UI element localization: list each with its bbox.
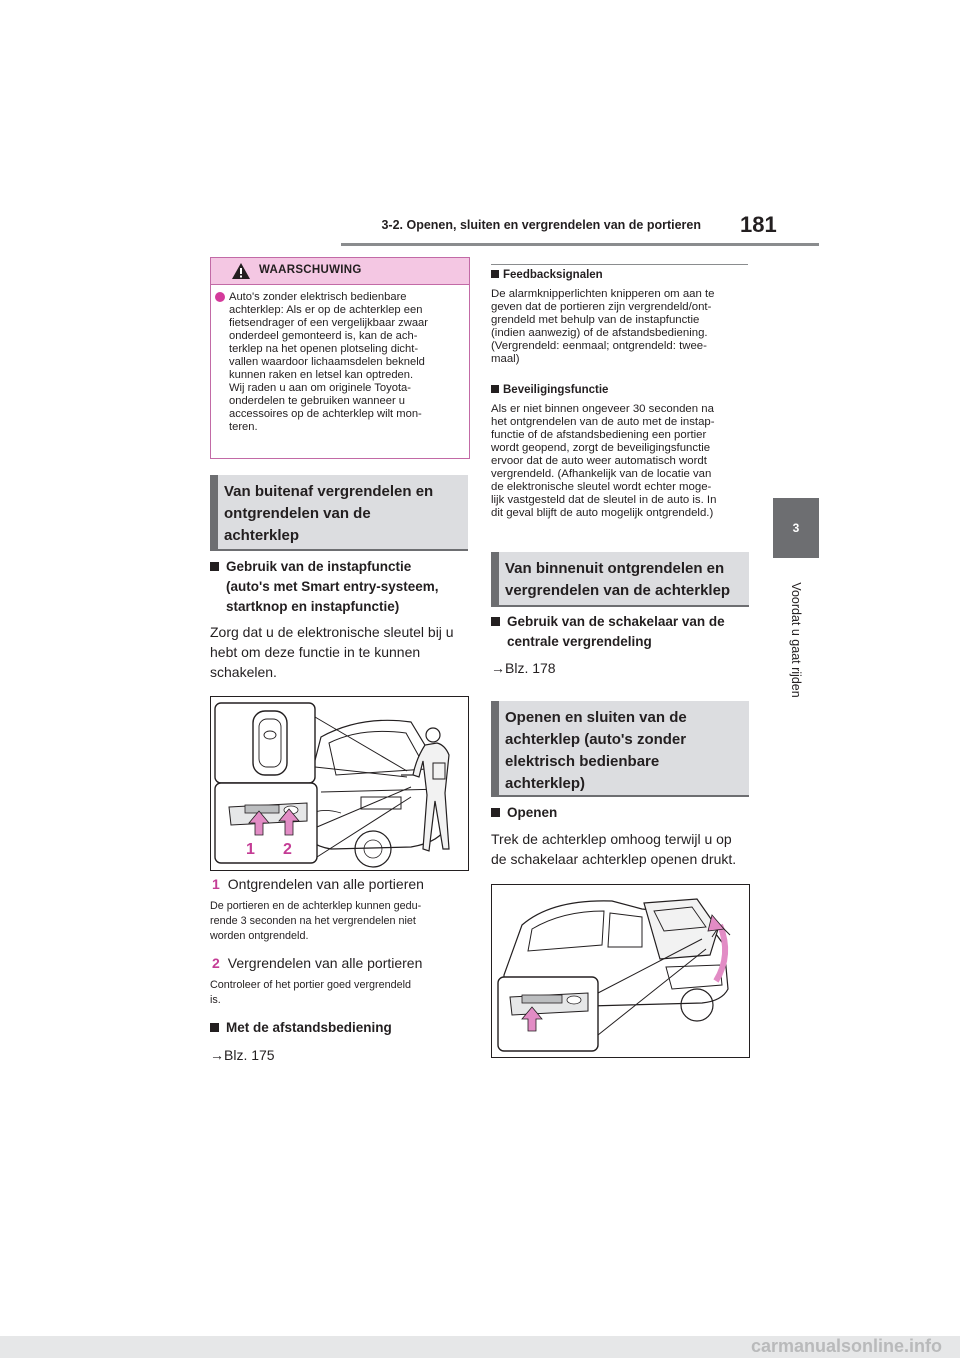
paragraph-line: grendeld met behulp van de instapfunctie <box>491 314 700 326</box>
note-line: worden ontgrendeld. <box>210 930 309 942</box>
figure-smart-entry <box>210 696 469 871</box>
subheading-security <box>491 384 608 396</box>
paragraph-line: maal) <box>491 353 520 365</box>
heading-line: ontgrendelen van de <box>224 505 371 522</box>
warning-line: accessoires op de achterklep wilt mon- <box>229 408 422 420</box>
square-bullet-icon <box>491 270 499 278</box>
warning-triangle-icon <box>231 262 251 280</box>
warning-header <box>211 258 469 285</box>
subheading-open <box>491 803 557 823</box>
heading-line: Van buitenaf vergrendelen en <box>224 483 434 500</box>
paragraph-line: Trek de achterklep omhoog terwijl u op <box>491 831 732 847</box>
figure-open-tailgate-illustration <box>492 885 749 1057</box>
heading-line: achterklep) <box>505 775 586 792</box>
list-number: 2 <box>212 955 220 971</box>
warning-line: fietsendrager of een vergelijkbaar zwaar <box>229 317 428 329</box>
warning-line: terklep na het openen plotseling dicht- <box>229 343 419 355</box>
figure-label-1: 1 <box>246 841 255 858</box>
paragraph-line: Zorg dat u de elektronische sleutel bij u <box>210 624 454 640</box>
subheading-central-lock <box>491 612 753 652</box>
note-unlock <box>210 899 472 944</box>
subheading-line: Openen <box>507 805 558 820</box>
paragraph-security <box>491 403 753 520</box>
paragraph-line: de elektronische sleutel wordt echter moge- <box>491 481 712 493</box>
note-line: is. <box>210 994 221 1006</box>
page-reference-178[interactable]: →Blz. 178 <box>491 660 556 676</box>
paragraph-line: geven dat de portieren zijn vergrendeld/ont- <box>491 301 712 313</box>
paragraph-line: het ontgrendelen van de auto met de instap- <box>491 416 715 428</box>
subheading-line: Met de afstandsbediening <box>226 1020 392 1035</box>
paragraph-line: wordt geopend, zorgt de beveiligingsfunctie <box>491 442 711 454</box>
list-text: Vergrendelen van alle portieren <box>227 955 423 971</box>
warning-line: Wij raden u aan om originele Toyota- <box>229 382 411 394</box>
subheading-remote <box>210 1018 472 1038</box>
paragraph-line: Als er niet binnen ongeveer 30 seconden na <box>491 403 714 415</box>
figure-open-tailgate <box>491 884 750 1058</box>
heading-line: Openen en sluiten van de <box>505 709 687 726</box>
divider <box>491 264 748 265</box>
section-heading-outside <box>210 475 468 551</box>
square-bullet-icon <box>210 1023 219 1032</box>
list-number: 1 <box>212 876 220 892</box>
heading-line: elektrisch bedienbare <box>505 753 660 770</box>
heading-line: achterklep <box>224 527 300 544</box>
page-number: 181 <box>740 212 777 237</box>
list-text: Ontgrendelen van alle portieren <box>227 876 424 892</box>
paragraph-line: dit geval blijft de auto mogelijk ontgrendeld.) <box>491 507 714 519</box>
warning-line: teren. <box>229 421 258 433</box>
section-heading-inside <box>491 552 749 607</box>
note-line: Controleer of het portier goed vergrendeld <box>210 979 412 991</box>
subheading-line: Feedbacksignalen <box>503 269 603 281</box>
heading-line: vergrendelen van de achterklep <box>505 582 731 599</box>
paragraph-line: functie of de afstandsbediening een portier <box>491 429 707 441</box>
subheading-line: Gebruik van de schakelaar van de <box>507 614 725 629</box>
list-item-lock <box>212 953 474 973</box>
page-reference-175[interactable]: →Blz. 175 <box>210 1047 275 1063</box>
subheading-line: centrale vergrendeling <box>507 634 652 649</box>
warning-line: kunnen raken en letsel kan optreden. <box>229 369 414 381</box>
square-bullet-icon <box>491 617 500 626</box>
subheading-feedback <box>491 269 603 281</box>
chapter-tab: 3 <box>773 498 819 558</box>
heading-line: achterklep (auto's zonder <box>505 731 687 748</box>
warning-body <box>211 285 469 434</box>
warning-line: Auto's zonder elektrisch bedienbare <box>229 291 407 303</box>
subheading-line: Gebruik van de instapfunctie <box>226 559 412 574</box>
paragraph-line: ervoor dat de auto weer automatisch wordt <box>491 455 707 467</box>
paragraph-line: vergrendeld. (Afhankelijk van de locatie van <box>491 468 712 480</box>
section-heading-open-close <box>491 701 749 797</box>
square-bullet-icon <box>491 385 499 393</box>
header-rule <box>341 243 819 246</box>
note-line: De portieren en de achterklep kunnen gedu- <box>210 900 422 912</box>
heading-line: Van binnenuit ontgrendelen en <box>505 560 725 577</box>
bullet-dot-icon <box>215 292 225 302</box>
paragraph-line: (indien aanwezig) of de afstandsbediening. <box>491 327 708 339</box>
paragraph-open <box>491 829 753 869</box>
note-line: rende 3 seconden na het vergrendelen niet <box>210 915 416 927</box>
warning-line: onderdelen te gebruiken wanneer u <box>229 395 406 407</box>
watermark-text: carmanualsonline.info <box>750 1336 942 1356</box>
running-header-title: 3-2. Openen, sluiten en vergrendelen van de portieren <box>381 218 701 232</box>
paragraph-line: De alarmknipperlichten knipperen om aan te <box>491 288 715 300</box>
paragraph-line: schakelen. <box>210 664 277 680</box>
paragraph-feedback <box>491 288 753 366</box>
warning-line: achterklep: Als er op de achterklep een <box>229 304 423 316</box>
paragraph-line: (Vergrendeld: eenmaal; ontgrendeld: twee- <box>491 340 707 352</box>
figure-label-2: 2 <box>283 841 292 858</box>
chapter-title-vertical: Voordat u gaat rijden <box>789 582 803 698</box>
list-item-unlock <box>212 874 474 894</box>
warning-title: WAARSCHUWING <box>259 264 362 276</box>
square-bullet-icon <box>491 808 500 817</box>
note-lock <box>210 978 472 1008</box>
subheading-line: (auto's met Smart entry-systeem, <box>226 579 439 594</box>
warning-box <box>210 257 470 459</box>
warning-line: onderdeel gemonteerd is, kan de ach- <box>229 330 418 342</box>
square-bullet-icon <box>210 562 219 571</box>
watermark-bar <box>0 1336 960 1358</box>
subheading-line: Beveiligingsfunctie <box>503 384 609 396</box>
paragraph-line: de schakelaar achterklep openen drukt. <box>491 851 737 867</box>
paragraph-line: hebt om deze functie in te kunnen <box>210 644 421 660</box>
paragraph-electronic-key <box>210 622 472 682</box>
subheading-line: startknop en instapfunctie) <box>226 599 400 614</box>
subheading-entry-function <box>210 557 472 617</box>
paragraph-line: lijk vastgesteld dat de sleutel in de auto is. In <box>491 494 717 506</box>
warning-line: vallen waardoor lichaamsdelen bekneld <box>229 356 425 368</box>
